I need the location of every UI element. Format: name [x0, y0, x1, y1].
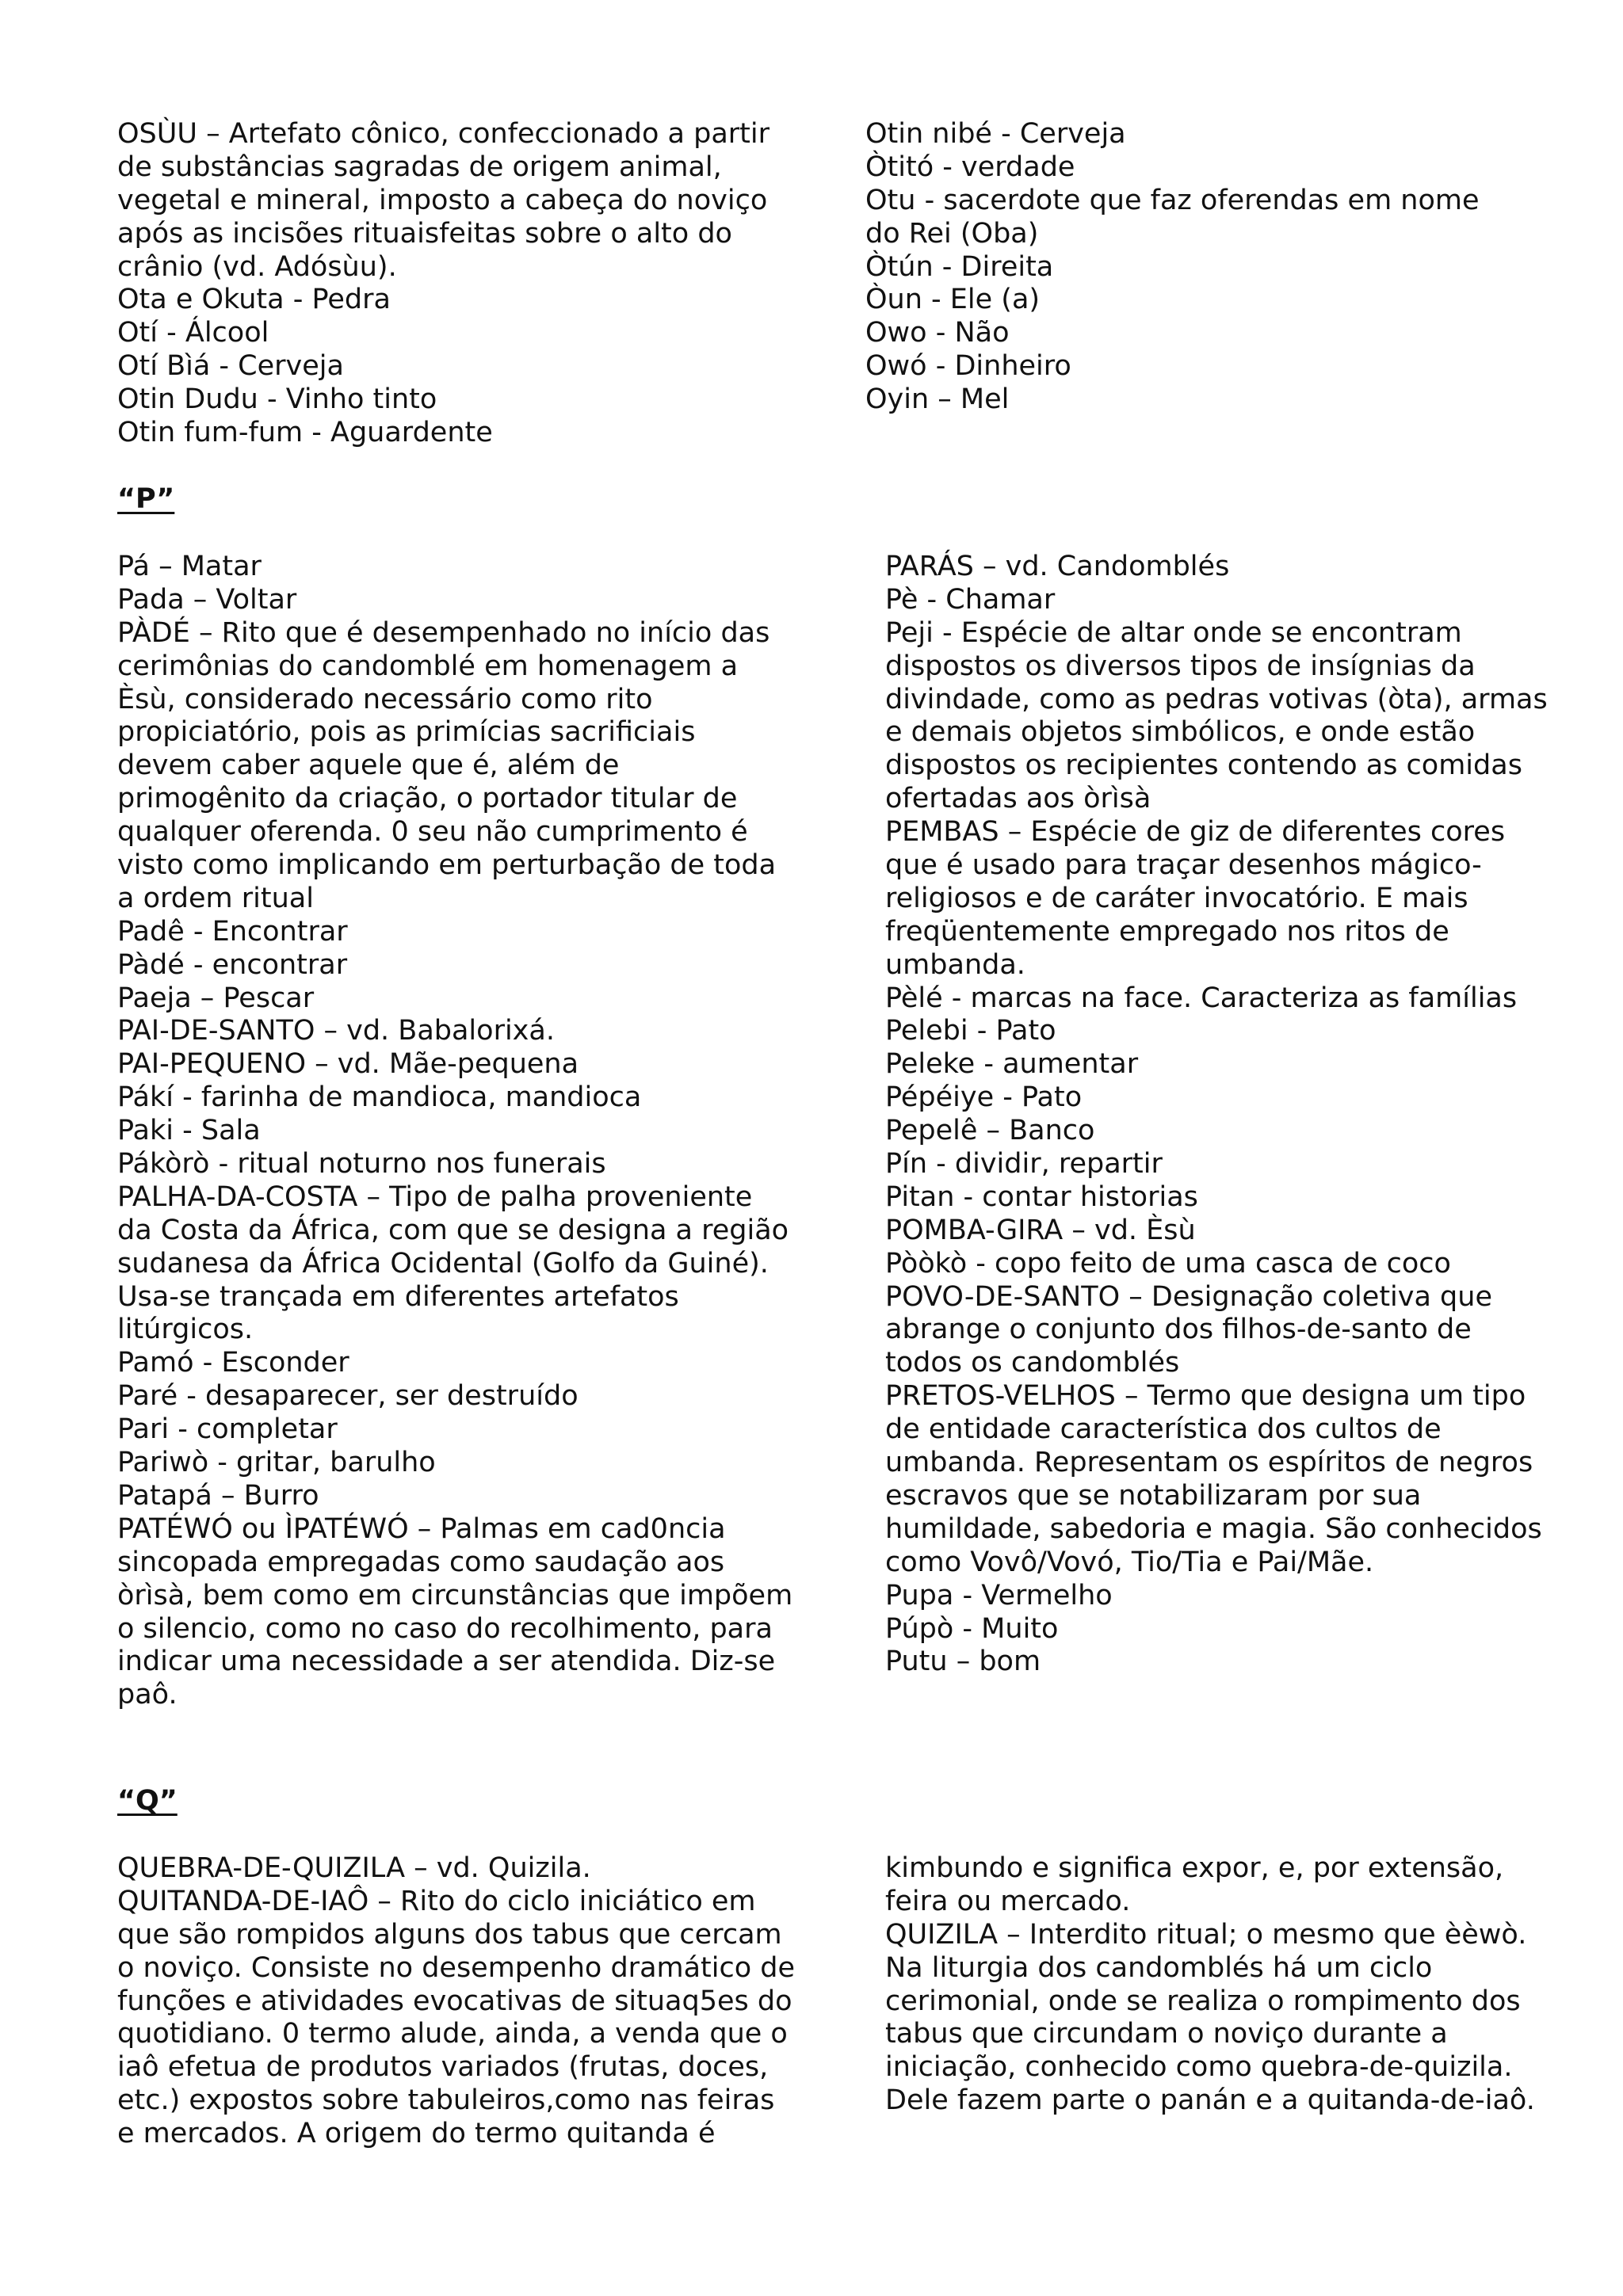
text-line: Putu – bom [885, 1646, 1041, 1678]
text-line: tabus que circundam o noviço durante a [885, 2018, 1448, 2050]
text-line: após as incisões rituaisfeitas sobre o alto do [117, 217, 732, 250]
text-line: Èsù, considerado necessário como rito [117, 683, 653, 715]
text-line: Dele fazem parte o panán e a quitanda-de-iaô. [885, 2084, 1535, 2117]
text-line: Paeja – Pescar [117, 982, 315, 1014]
text-line: Otí - Álcool [117, 317, 269, 349]
text-line: umbanda. [885, 948, 1025, 981]
text-line: crânio (vd. Adósùu). [117, 250, 397, 283]
text-line: litúrgicos. [117, 1314, 254, 1346]
section-q-heading: “Q” [117, 1785, 178, 1817]
text-line: Na liturgia dos candomblés há um ciclo [885, 1951, 1433, 1984]
text-line: do Rei (Oba) [865, 217, 1039, 250]
text-line: que é usado para traçar desenhos mágico- [885, 849, 1482, 882]
text-line: Pòòkò - copo feito de uma casca de coco [885, 1247, 1451, 1280]
text-line: Padê - Encontrar [117, 915, 348, 948]
text-line: religiosos e de caráter invocatório. E mais [885, 882, 1468, 914]
text-line: PATÉWÓ ou ÌPATÉWÓ – Palmas em cad0ncia [117, 1512, 726, 1545]
text-line: Owo - Não [865, 317, 1010, 349]
text-line: Paki - Sala [117, 1115, 261, 1147]
text-line: Owó - Dinheiro [865, 350, 1071, 383]
text-line: e demais objetos simbólicos, e onde estão [885, 716, 1476, 749]
section-o-right-column [865, 118, 1480, 417]
text-line: paô. [117, 1679, 178, 1711]
text-line: sudanesa da África Ocidental (Golfo da Guiné). [117, 1247, 769, 1280]
text-line: qualquer oferenda. 0 seu não cumprimento é [117, 816, 748, 849]
text-line: POMBA-GIRA – vd. Èsù [885, 1214, 1196, 1246]
section-p-right-column [885, 551, 1548, 1679]
text-line: POVO-DE-SANTO – Designação coletiva que [885, 1280, 1492, 1313]
text-line: PÀDÉ – Rito que é desempenhado no início das [117, 616, 770, 649]
text-line: òrìsà, bem como em circunstâncias que impõem [117, 1579, 793, 1611]
text-line: da Costa da África, com que se designa a região [117, 1214, 789, 1246]
text-line: dispostos os recipientes contendo as comidas [885, 749, 1522, 782]
text-line: quotidiano. 0 termo alude, ainda, a venda que o [117, 2018, 788, 2050]
text-line: Patapá – Burro [117, 1479, 319, 1512]
text-line: Otí Bìá - Cerveja [117, 350, 344, 383]
text-line: primogênito da criação, o portador titular de [117, 783, 738, 815]
text-line: indicar uma necessidade a ser atendida. Diz-se [117, 1646, 776, 1678]
text-line: Òtitó - verdade [865, 151, 1075, 183]
text-line: OSÙU – Artefato cônico, confeccionado a partir [117, 118, 770, 150]
text-line: visto como implicando em perturbação de toda [117, 849, 777, 882]
text-line: Pákòrò - ritual noturno nos funerais [117, 1148, 606, 1180]
text-line: Pari - completar [117, 1413, 338, 1446]
text-line: Otin nibé - Cerveja [865, 118, 1126, 150]
text-line: cerimonial, onde se realiza o rompimento dos [885, 1985, 1521, 2017]
text-line: devem caber aquele que é, além de [117, 749, 620, 782]
section-q-right-column [885, 1852, 1535, 2118]
text-line: Pamó - Esconder [117, 1347, 349, 1379]
text-line: Pepelê – Banco [885, 1115, 1095, 1147]
text-line: Otin fum-fum - Aguardente [117, 417, 493, 449]
text-line: divindade, como as pedras votivas (òta), armas [885, 683, 1548, 715]
text-line: Pariwò - gritar, barulho [117, 1447, 436, 1479]
text-line: como Vovô/Vovó, Tio/Tia e Pai/Mãe. [885, 1546, 1374, 1578]
text-line: QUIZILA – Interdito ritual; o mesmo que èèwò. [885, 1918, 1527, 1951]
text-line: todos os candomblés [885, 1347, 1180, 1379]
text-line: Pá – Matar [117, 551, 262, 582]
text-line: de substâncias sagradas de origem animal, [117, 151, 722, 183]
text-line: escravos que se notabilizaram por sua [885, 1479, 1422, 1512]
text-line: propiciatório, pois as primícias sacrificiais [117, 716, 696, 749]
text-line: iaô efetua de produtos variados (frutas, doces, [117, 2051, 769, 2084]
text-line: a ordem ritual [117, 882, 314, 914]
text-line: etc.) expostos sobre tabuleiros,como nas feiras [117, 2084, 775, 2117]
text-line: humildade, sabedoria e magia. São conhecidos [885, 1512, 1542, 1545]
text-line: Usa-se trançada em diferentes artefatos [117, 1280, 679, 1313]
text-line: Pada – Voltar [117, 583, 297, 616]
text-line: umbanda. Representam os espíritos de negros [885, 1447, 1533, 1479]
text-line: que são rompidos alguns dos tabus que cercam [117, 1918, 782, 1951]
text-line: Òtún - Direita [865, 250, 1054, 283]
text-line: freqüentemente empregado nos ritos de [885, 915, 1449, 948]
section-o-left-column [117, 118, 769, 450]
text-line: QUITANDA-DE-IAÔ – Rito do ciclo iniciático em [117, 1885, 756, 1917]
section-p-left-column [117, 551, 792, 1712]
text-line: PALHA-DA-COSTA – Tipo de palha proveniente [117, 1180, 753, 1213]
text-line: Púpò - Muito [885, 1612, 1059, 1645]
text-line: sincopada empregadas como saudação aos [117, 1546, 725, 1578]
text-line: cerimônias do candomblé em homenagem a [117, 650, 739, 682]
text-line: Peji - Espécie de altar onde se encontram [885, 616, 1462, 649]
text-line: Pupa - Vermelho [885, 1579, 1113, 1611]
text-line: Otin Dudu - Vinho tinto [117, 383, 437, 416]
section-q-left-column [117, 1852, 795, 2151]
text-line: Peleke - aumentar [885, 1048, 1139, 1081]
text-line: Pákí - farinha de mandioca, mandioca [117, 1081, 642, 1114]
text-line: Paré - desaparecer, ser destruído [117, 1380, 579, 1413]
text-line: Pín - dividir, repartir [885, 1148, 1163, 1180]
text-line: PAI-DE-SANTO – vd. Babalorixá. [117, 1015, 555, 1047]
text-line: kimbundo e significa expor, e, por extensão, [885, 1852, 1504, 1884]
text-line: o silencio, como no caso do recolhimento, para [117, 1612, 773, 1645]
text-line: ofertadas aos òrìsà [885, 783, 1151, 815]
text-line: Pèlé - marcas na face. Caracteriza as famílias [885, 982, 1518, 1014]
text-line: Òun - Ele (a) [865, 284, 1041, 316]
text-line: Otu - sacerdote que faz oferendas em nome [865, 184, 1480, 216]
text-line: Ota e Okuta - Pedra [117, 284, 391, 316]
text-line: dispostos os diversos tipos de insígnias da [885, 650, 1476, 682]
text-line: vegetal e mineral, imposto a cabeça do noviço [117, 184, 768, 216]
text-line: Pàdé - encontrar [117, 948, 348, 981]
text-line: PAI-PEQUENO – vd. Mãe-pequena [117, 1048, 579, 1081]
text-line: PRETOS-VELHOS – Termo que designa um tipo [885, 1380, 1526, 1413]
text-line: Pépéiye - Pato [885, 1081, 1083, 1114]
text-line: de entidade característica dos cultos de [885, 1413, 1442, 1446]
text-line: iniciação, conhecido como quebra-de-quizila. [885, 2051, 1513, 2084]
text-line: Pelebi - Pato [885, 1015, 1056, 1047]
text-line: PEMBAS – Espécie de giz de diferentes cores [885, 816, 1506, 849]
text-line: feira ou mercado. [885, 1885, 1131, 1917]
text-line: QUEBRA-DE-QUIZILA – vd. Quizila. [117, 1852, 591, 1884]
text-line: funções e atividades evocativas de situaq5es do [117, 1985, 792, 2017]
text-line: e mercados. A origem do termo quitanda é [117, 2118, 716, 2150]
text-line: Pè - Chamar [885, 583, 1056, 616]
text-line: o noviço. Consiste no desempenho dramático de [117, 1951, 796, 1984]
text-line: Pitan - contar historias [885, 1180, 1198, 1213]
text-line: Oyin – Mel [865, 383, 1010, 416]
text-line: abrange o conjunto dos filhos-de-santo de [885, 1314, 1472, 1346]
text-line: PARÁS – vd. Candomblés [885, 551, 1230, 582]
section-p-heading: “P” [117, 483, 175, 515]
